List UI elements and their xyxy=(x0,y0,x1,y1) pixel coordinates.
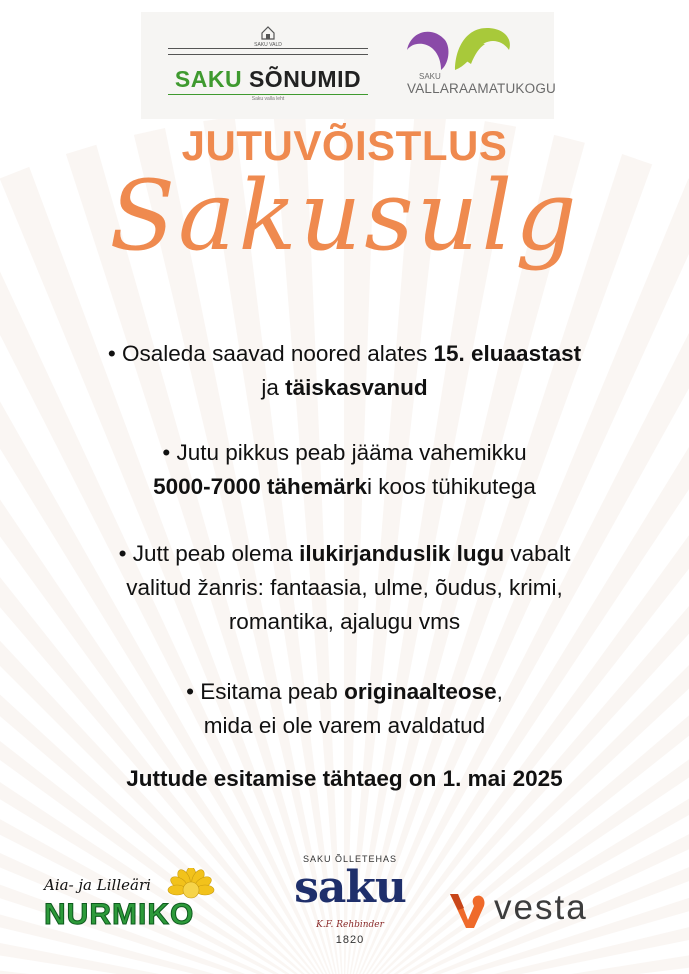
saku-brewery-logo xyxy=(290,850,410,950)
saku-sonumid-subtitle: Saku valla leht xyxy=(251,96,285,102)
contest-name-script: Sakusulg xyxy=(109,160,580,272)
rule-genre: • Jutt peab olema ilukirjanduslik lugu vabalt valitud žanris: fantaasia, ulme, õudus, krimi, romantika, ajalugu vms xyxy=(118,541,571,634)
vesta-name: vesta xyxy=(494,888,588,927)
header-logo-panel xyxy=(141,12,554,119)
saku-brewery-top-text: SAKU ÕLLETEHAS xyxy=(302,854,398,864)
saku-sonumid-logo xyxy=(168,26,368,106)
saku-library-logo xyxy=(399,20,556,110)
saku-sonumid-top-text: SAKU VALD xyxy=(254,42,282,48)
rule-originality: • Esitama peab originaalteose, mida ei ole varem avaldatud xyxy=(186,679,503,738)
saku-brewery-year: 1820 xyxy=(335,934,365,946)
house-icon xyxy=(261,26,275,40)
rule-length: • Jutu pikkus peab jääma vahemikku 5000-7000 tähemärki koos tühikutega xyxy=(153,440,536,499)
saku-brewery-name: saku xyxy=(294,862,406,913)
vesta-logo xyxy=(442,886,622,936)
library-emblem-icon xyxy=(405,20,520,75)
library-small-text: SAKU xyxy=(419,72,441,81)
vesta-emblem-icon xyxy=(444,888,488,932)
library-name: VALLARAAMATUKOGU xyxy=(407,81,556,96)
nurmiko-name: NURMIKO xyxy=(44,898,195,931)
nurmiko-logo xyxy=(42,868,267,938)
saku-sonumid-title: SAKU SÕNUMID xyxy=(174,66,362,92)
rule-eligibility: • Osaleda saavad noored alates 15. eluaastast ja täiskasvanud xyxy=(107,341,582,400)
deadline-text: Juttude esitamise tähtaeg on 1. mai 2025 xyxy=(126,766,563,791)
contest-title: JUTUVÕISTLUS xyxy=(181,122,508,169)
saku-brewery-signature: K.F. Rehbinder xyxy=(316,920,384,930)
nurmiko-script-text: Aia- ja Lilleäri xyxy=(44,876,151,894)
